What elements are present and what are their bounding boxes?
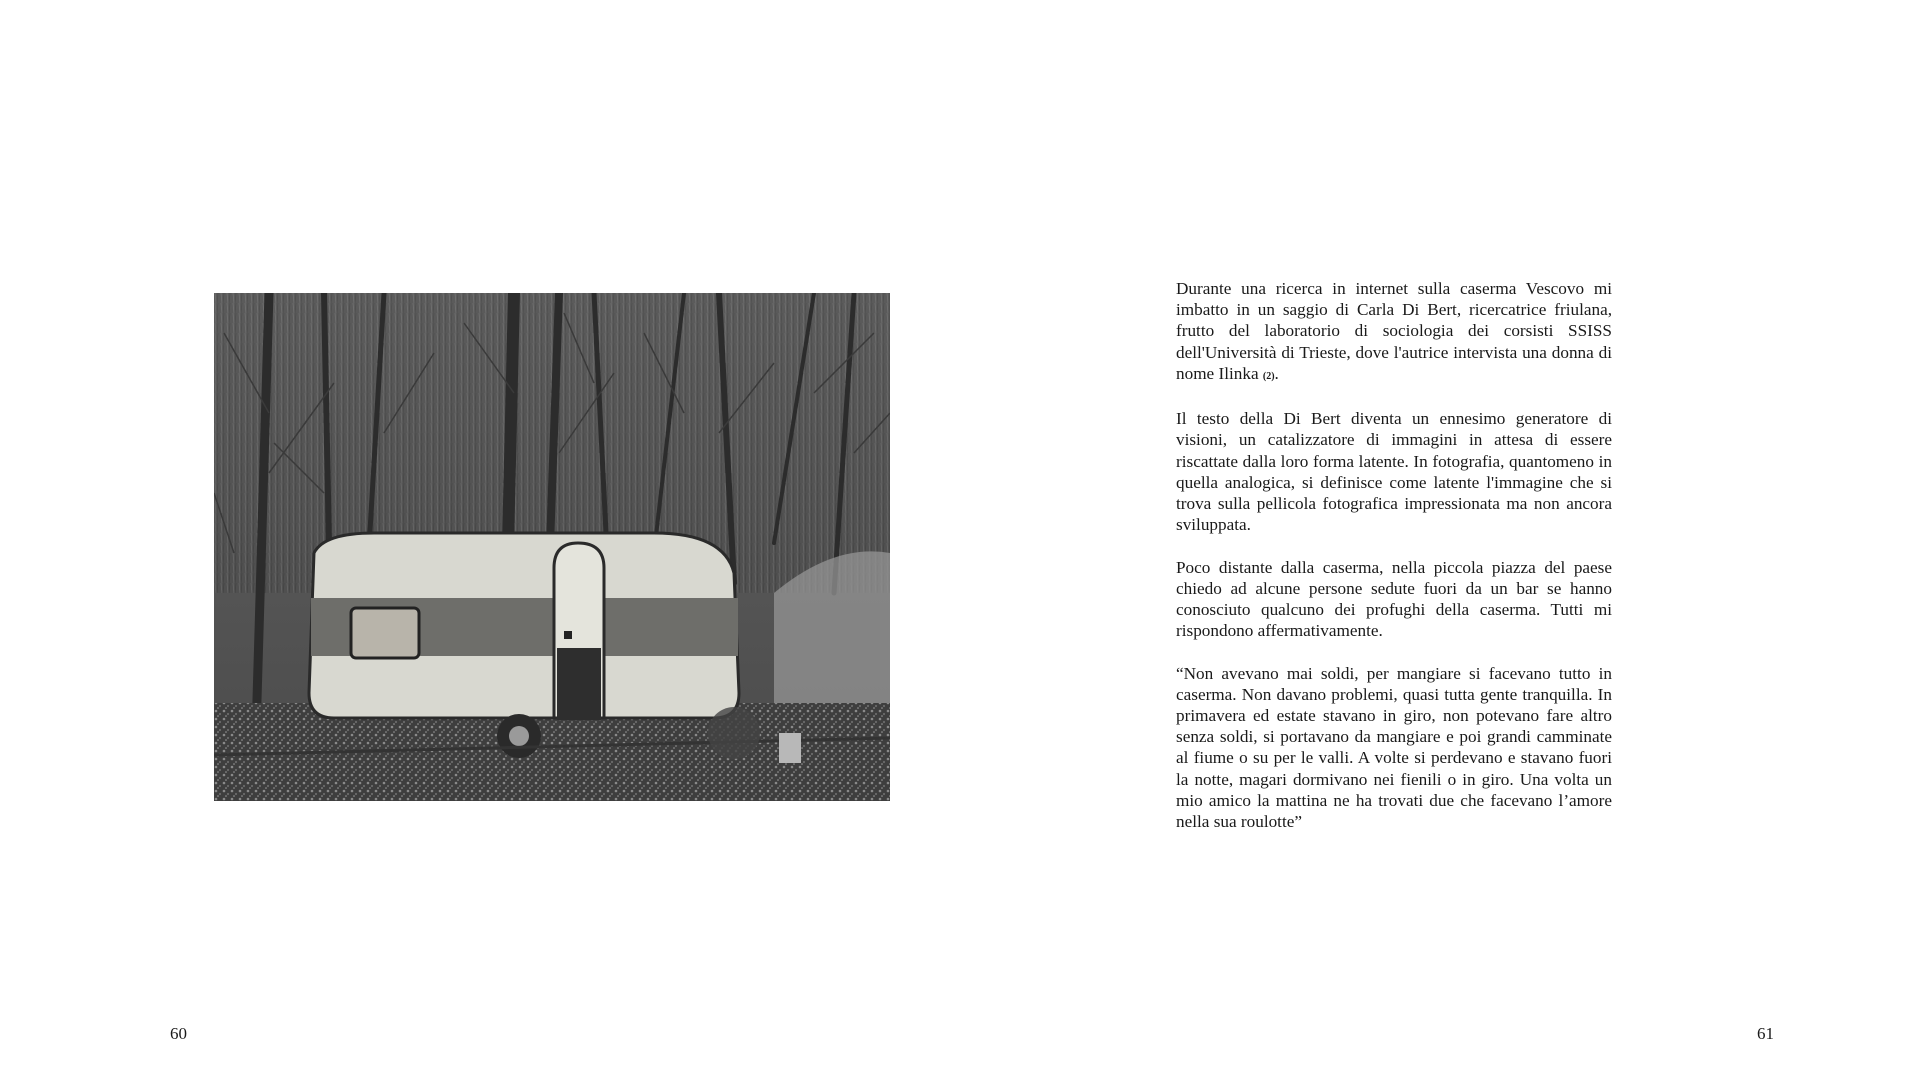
body-text-column	[1176, 278, 1612, 853]
photo-illustration	[214, 293, 890, 801]
page-number-right: 61	[1757, 1024, 1774, 1043]
footnote-reference: (2)	[1262, 370, 1275, 382]
paragraph-4-quote: “Non avevano mai soldi, per mangiare si facevano tutto in caserma. Non davano problemi, quasi tutta gente tranquilla. In primavera ed estate stavano in giro, non potevano fare altro senza soldi, si portavano da mangiare e poi grandi camminate al fiume o su per le valli. A volte si perdevano e stavano fuori la notte, magari dormivano nei fienili o in giro. Una volta un mio amico la mattina ne ha trovati due che facevano l’amore nella sua roulotte”	[1176, 663, 1612, 832]
caravan-in-woods-photo	[214, 293, 890, 801]
paragraph-1-end: .	[1274, 363, 1279, 383]
paragraph-3: Poco distante dalla caserma, nella piccola piazza del paese chiedo ad alcune persone sedute fuori da un bar se hanno conosciuto qualcuno dei profughi della caserma. Tutti mi rispondono affermativamente.	[1176, 557, 1612, 641]
paragraph-1	[1176, 278, 1612, 387]
paragraph-2: Il testo della Di Bert diventa un ennesimo generatore di visioni, un catalizzatore di immagini in attesa di essere riscattate dalla loro forma latente. In fotografia, quantomeno in quella analogica, si definisce come latente l'immagine che si trova sulla pellicola fotografica impressionata ma non ancora sviluppata.	[1176, 409, 1612, 535]
page-number-left: 60	[170, 1024, 187, 1043]
paragraph-1-text: Durante una ricerca in internet sulla caserma Vescovo mi imbatto in un saggio di Carla Di Bert, ricercatrice friulana, frutto del laboratorio di sociologia dei corsisti SSISS dell'Università di Trieste, dove l'autrice intervista una donna di nome Ilinka	[1176, 279, 1612, 383]
